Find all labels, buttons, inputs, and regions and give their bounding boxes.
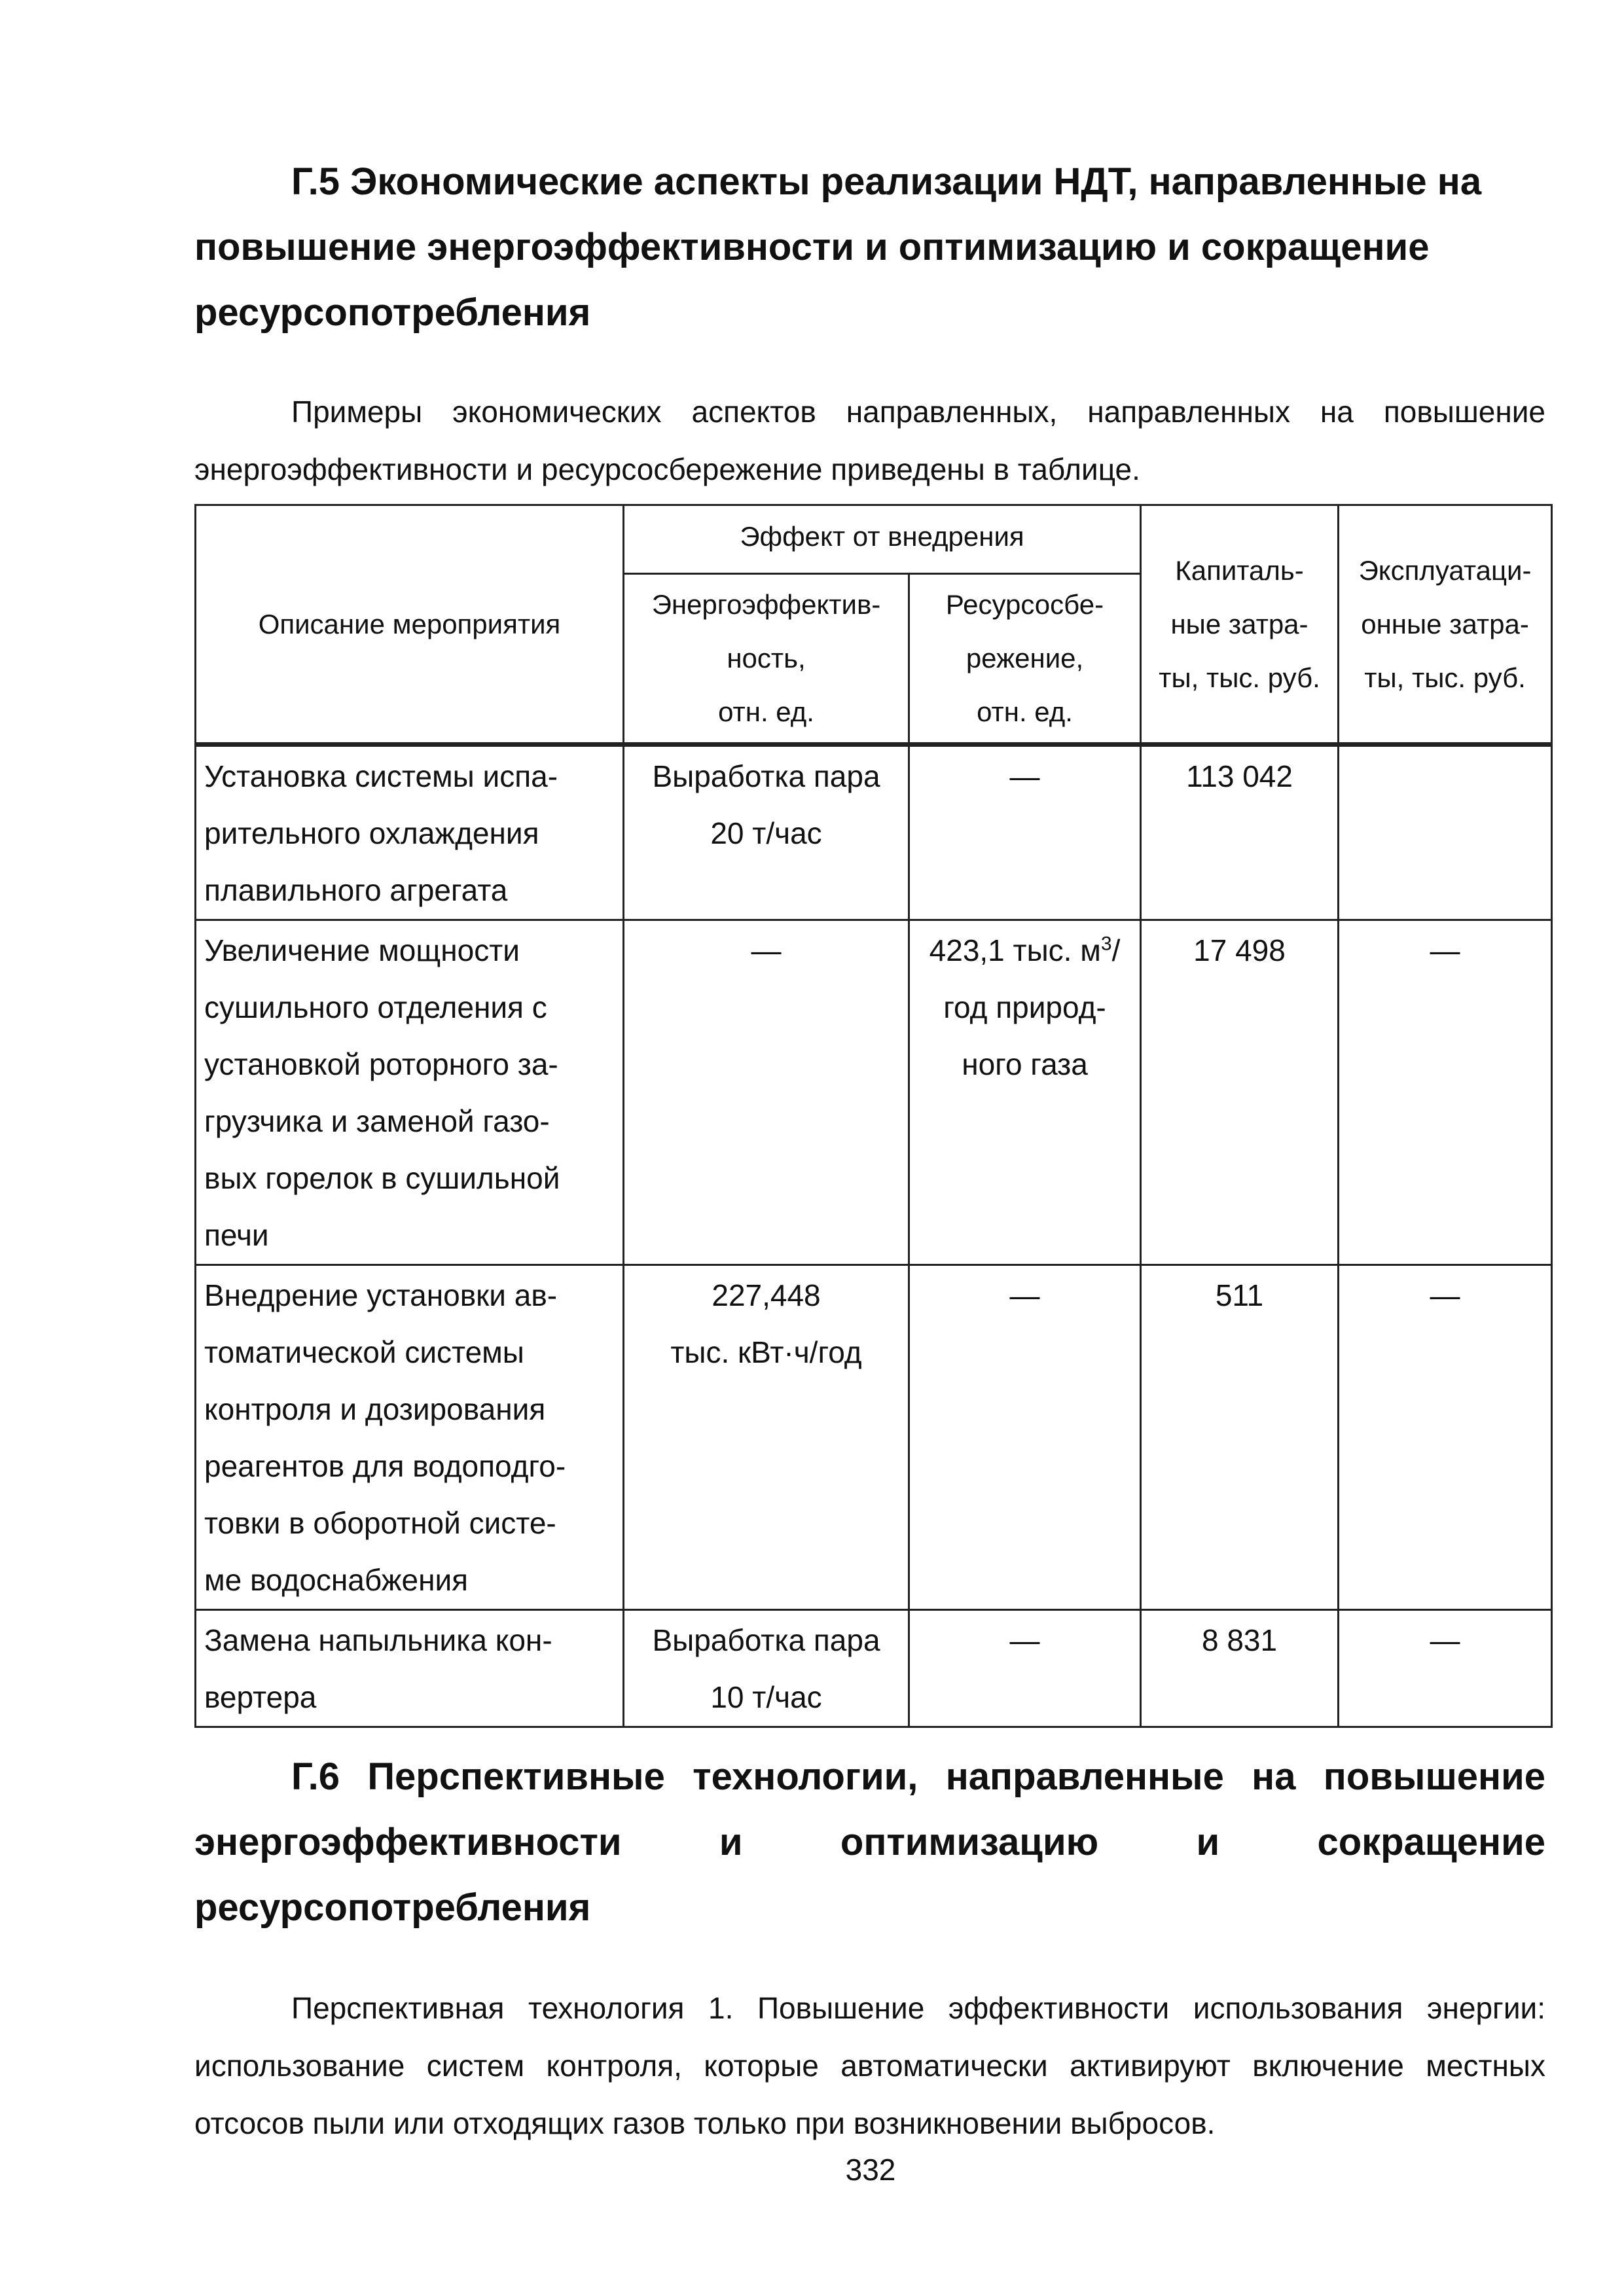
table-row [196,920,1552,1265]
header-resource [909,574,1141,745]
header-line: отн. ед. [977,696,1073,727]
header-description: Описание мероприятия [196,505,624,745]
section-paragraph: Перспективная технология 1. Повышение эффективности использования энергии: использование систем контроля, которые автоматически активируют включение местных отсосов пыли или отходящих газов только при возникновении выбросов. [194,1991,1545,2140]
header-line: Энергоэффектив- [651,589,881,620]
cell-description [196,1610,624,1727]
cell-line: рительного охлаждения [204,816,539,850]
cell-line [918,922,1132,979]
heading-line: ресурсопотребления [194,1886,591,1929]
heading-line: повышение энергоэффективности и оптимизацию и сокращение [194,226,1430,268]
header-energy [624,574,909,745]
section-heading-g6 [194,1744,1545,1941]
cell-line: установкой роторного за- [204,1047,558,1081]
header-line: отн. ед. [718,696,814,727]
header-line: ты, тыс. руб. [1364,662,1526,693]
cell-line: ме водоснабжения [204,1563,469,1597]
cell-operating: — [1339,1265,1552,1610]
cell-capital: 113 042 [1141,745,1339,920]
cell-capital: 8 831 [1141,1610,1339,1727]
cell-description [196,920,624,1265]
header-effect: Эффект от внедрения [624,505,1141,574]
cell-line: сушильного отделения с [204,990,547,1024]
header-line: режение, [965,643,1084,673]
cell-resource [909,745,1141,920]
header-operating [1339,505,1552,745]
cell-energy [624,1265,909,1610]
page-number: 332 [845,2153,896,2187]
cell-line: печи [204,1218,269,1252]
cell-line: 10 т/час [710,1680,822,1714]
cell-line: грузчика и заменой газо- [204,1104,550,1138]
header-line: ные затра- [1170,608,1308,639]
table-row [196,745,1552,920]
heading-line: Г.5 Экономические аспекты реализации НДТ, направленные на [291,160,1482,203]
cell-line: контроля и дозирования [204,1392,546,1426]
cell-line: плавильного агрегата [204,873,508,907]
cell-energy [624,745,909,920]
header-line: ность, [727,643,806,673]
table-row [196,1265,1552,1610]
header-capital [1141,505,1339,745]
cell-line: 227,448 [712,1278,821,1312]
cell-line: вертера [204,1680,317,1714]
resource-slash: / [1111,933,1121,967]
section-heading-g5 [194,149,1545,346]
header-line: ты, тыс. руб. [1159,662,1320,693]
cell-energy [624,920,909,1265]
cell-line: — [1009,1623,1040,1657]
table-row [196,1610,1552,1727]
section-intro-paragraph: Примеры экономических аспектов направленных, направленных на повышение энергоэффективности и ресурсосбережение приведены в таблице. [194,395,1545,486]
cell-line: Внедрение установки ав- [204,1278,558,1312]
cell-line: Выработка пара [652,759,880,793]
cell-line: — [1009,759,1040,793]
cell-line: год природ- [943,990,1106,1024]
cell-line: Замена напыльника кон- [204,1623,552,1657]
cell-line: — [751,933,782,967]
header-line: Эксплуатаци- [1358,554,1532,586]
resource-value: 423,1 тыс. м [929,933,1101,967]
heading-line: ресурсопотребления [194,291,591,334]
cell-line: 20 т/час [710,816,822,850]
cell-line: Выработка пара [652,1623,880,1657]
economic-aspects-table [194,504,1553,1728]
cell-line: реагентов для водоподго- [204,1449,566,1483]
cell-energy [624,1610,909,1727]
cell-line: вых горелок в сушильной [204,1161,560,1195]
superscript: 3 [1100,933,1112,955]
header-line: Капиталь- [1175,554,1304,586]
heading-line: Г.6 Перспективные технологии, направленные на повышение [291,1755,1545,1798]
header-line: Ресурсосбе- [945,589,1104,620]
header-line: онные затра- [1361,608,1529,639]
cell-operating: — [1339,1610,1552,1727]
cell-capital: 17 498 [1141,920,1339,1265]
cell-line: ного газа [962,1047,1088,1081]
cell-capital: 511 [1141,1265,1339,1610]
cell-resource [909,1265,1141,1610]
cell-operating: — [1339,920,1552,1265]
cell-line: товки в оборотной систе- [204,1506,556,1540]
cell-line: тыс. кВт·ч/год [670,1335,862,1369]
heading-line: энергоэффективности и оптимизацию и сокращение [194,1821,1545,1863]
cell-line: томатической системы [204,1335,524,1369]
cell-resource [909,920,1141,1265]
cell-line: — [1009,1278,1040,1312]
cell-description [196,1265,624,1610]
cell-resource [909,1610,1141,1727]
cell-description [196,745,624,920]
cell-line: Увеличение мощности [204,933,520,967]
cell-line: Установка системы испа- [204,759,558,793]
cell-operating [1339,745,1552,920]
